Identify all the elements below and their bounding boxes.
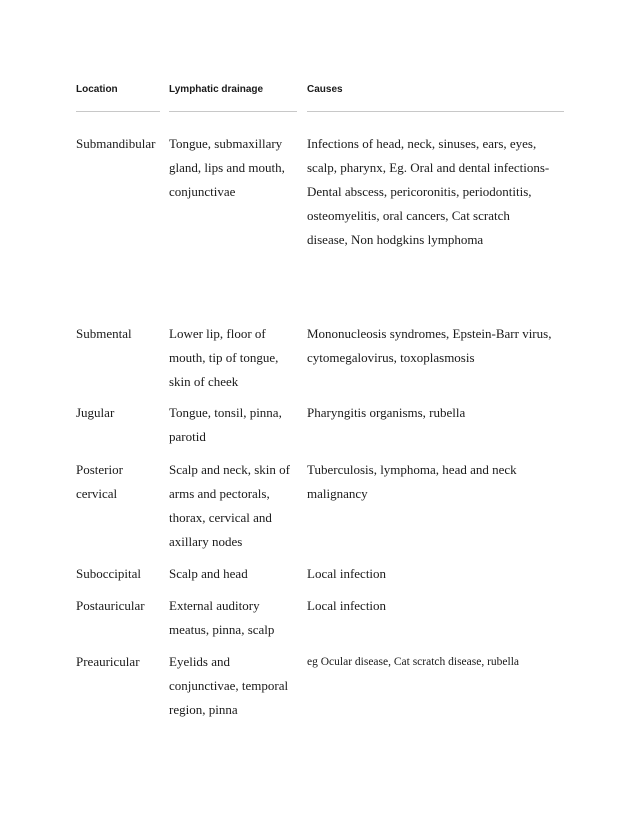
cell-line: gland, lips and mouth, (169, 160, 285, 175)
cell-line: Scalp and head (169, 566, 248, 581)
header-rule-drainage (169, 111, 297, 112)
header-location: Location (76, 84, 118, 95)
cell-line: Eyelids and (169, 654, 231, 669)
drainage-cell (169, 594, 301, 642)
cell-line: cervical (76, 486, 118, 501)
drainage-cell (169, 132, 301, 204)
cell-line: thorax, cervical and (169, 510, 272, 525)
cell-line: eg Ocular disease, Cat scratch disease, rubella (307, 656, 520, 668)
cell-line: Dental abscess, pericoronitis, periodontitis, (307, 184, 532, 199)
causes-cell (307, 562, 572, 586)
cell-line: Submandibular (76, 136, 156, 151)
causes-cell (307, 132, 572, 252)
cell-line: Local infection (307, 566, 387, 581)
cell-line: Postauricular (76, 598, 145, 613)
cell-line: axillary nodes (169, 534, 243, 549)
cell-line: Lower lip, floor of (169, 326, 266, 341)
cell-line: Scalp and neck, skin of (169, 462, 290, 477)
drainage-cell (169, 322, 301, 394)
drainage-cell (169, 562, 301, 586)
header-drainage: Lymphatic drainage (169, 84, 264, 95)
location-cell (76, 562, 164, 586)
drainage-cell (169, 650, 301, 722)
cell-line: conjunctivae (169, 184, 236, 199)
cell-line: Tongue, submaxillary (169, 136, 283, 151)
cell-line: Tongue, tonsil, pinna, (169, 405, 282, 420)
cell-line: scalp, pharynx, Eg. Oral and dental infections- (307, 160, 550, 175)
causes-cell (307, 650, 572, 674)
location-cell (76, 132, 164, 156)
causes-cell (307, 458, 572, 506)
cell-line: parotid (169, 429, 206, 444)
cell-line: skin of cheek (169, 374, 239, 389)
cell-line: Jugular (76, 405, 115, 420)
header-causes: Causes (307, 84, 343, 95)
cell-line: Suboccipital (76, 566, 141, 581)
cell-line: Infections of head, neck, sinuses, ears, eyes, (307, 136, 537, 151)
location-cell (76, 458, 164, 506)
cell-line: osteomyelitis, oral cancers, Cat scratch (307, 208, 510, 223)
cell-line: Submental (76, 326, 132, 341)
causes-cell (307, 401, 572, 425)
cell-line: disease, Non hodgkins lymphoma (307, 232, 484, 247)
cell-line: Tuberculosis, lymphoma, head and neck (307, 462, 517, 477)
cell-line: External auditory (169, 598, 260, 613)
cell-line: Posterior (76, 462, 123, 477)
cell-line: Local infection (307, 598, 387, 613)
location-cell (76, 401, 164, 425)
cell-line: region, pinna (169, 702, 238, 717)
cell-line: cytomegalovirus, toxoplasmosis (307, 350, 475, 365)
cell-line: Pharyngitis organisms, rubella (307, 405, 466, 420)
cell-line: malignancy (307, 486, 368, 501)
cell-line: arms and pectorals, (169, 486, 270, 501)
location-cell (76, 322, 164, 346)
causes-cell (307, 594, 572, 618)
location-cell (76, 650, 164, 674)
drainage-cell (169, 401, 301, 449)
header-rule-location (76, 111, 160, 112)
cell-line: mouth, tip of tongue, (169, 350, 279, 365)
drainage-cell (169, 458, 301, 554)
cell-line: conjunctivae, temporal (169, 678, 289, 693)
location-cell (76, 594, 164, 618)
cell-line: Preauricular (76, 654, 140, 669)
cell-line: Mononucleosis syndromes, Epstein-Barr virus, (307, 326, 552, 341)
cell-line: meatus, pinna, scalp (169, 622, 275, 637)
header-rule-causes (307, 111, 564, 112)
causes-cell (307, 322, 572, 370)
